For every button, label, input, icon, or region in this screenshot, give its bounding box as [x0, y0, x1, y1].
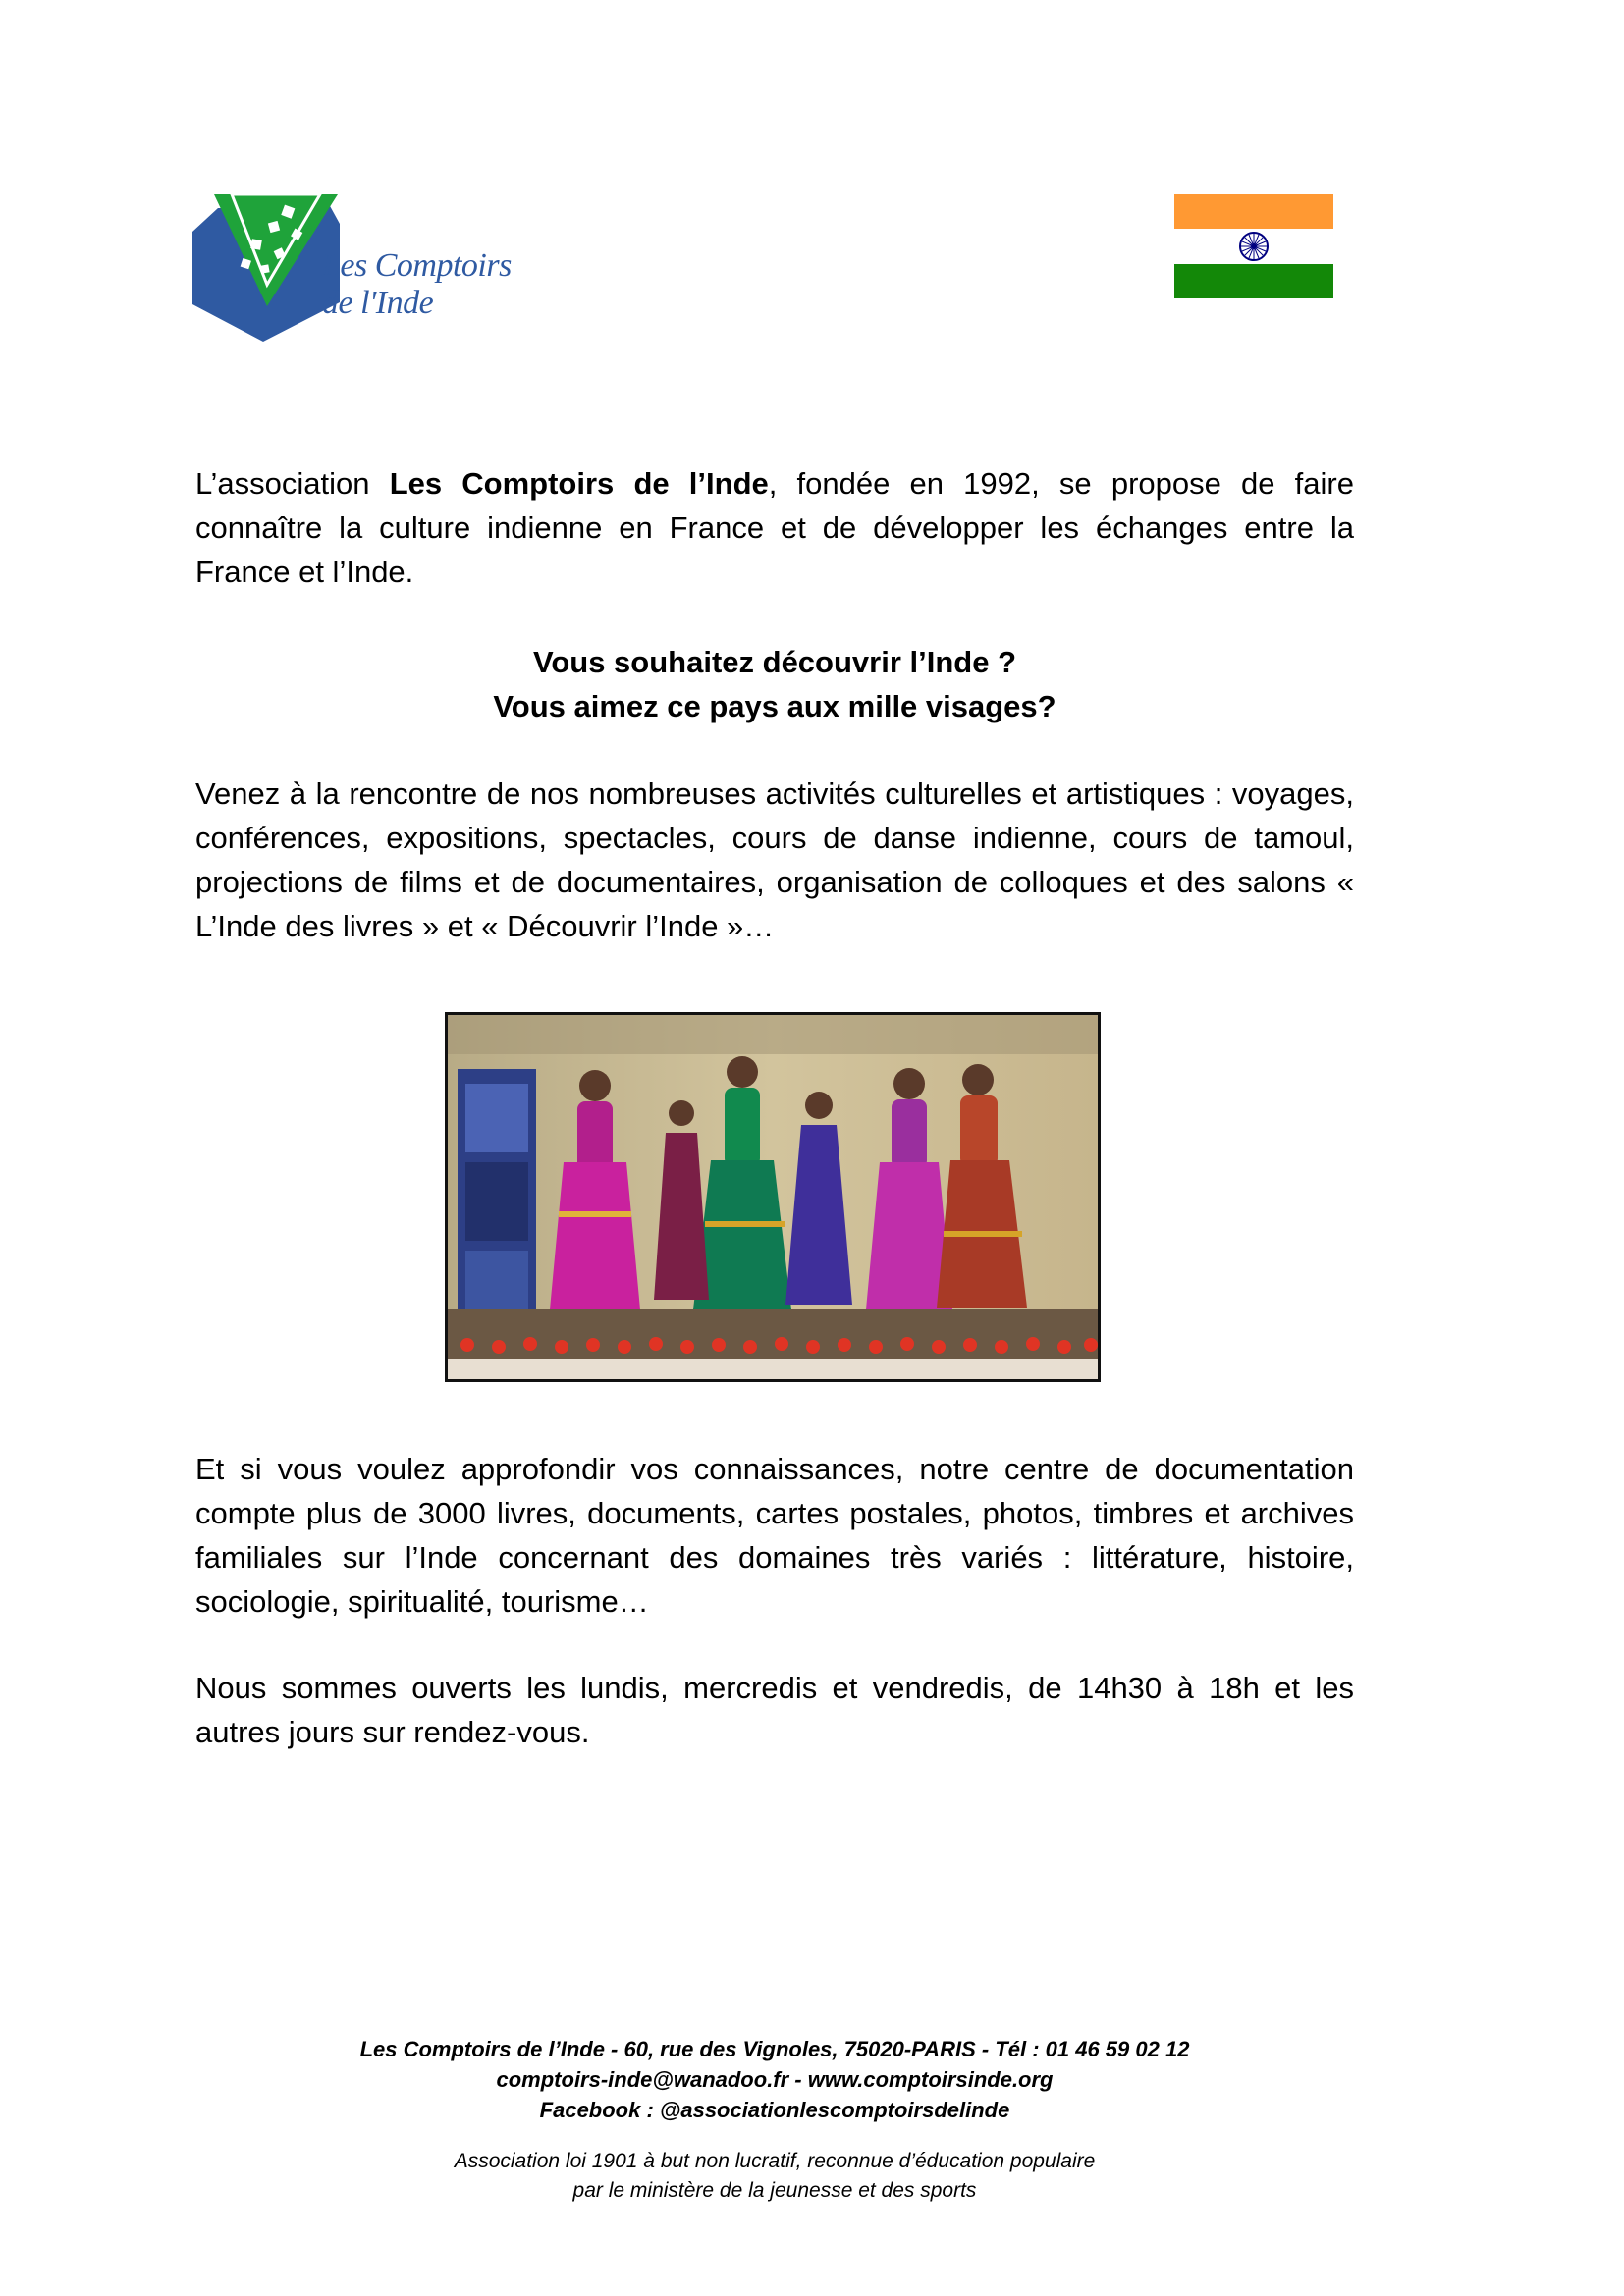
question-line-2: Vous aimez ce pays aux mille visages? — [493, 689, 1056, 723]
india-flag — [1174, 194, 1333, 298]
flag-green-band — [1174, 264, 1333, 298]
dance-photo-frame — [445, 1012, 1101, 1382]
intro-prefix: L’association — [195, 466, 390, 501]
logo-wordmark-line1: Les Comptoirs — [322, 247, 512, 284]
question-line-1: Vous souhaitez découvrir l’Inde ? — [532, 645, 1017, 679]
activities-paragraph: Venez à la rencontre de nos nombreuses activités culturelles et artistiques : voyages, conférences, expositions, spectacles, cours de danse indienne, cours de tamoul, projections de films et de documentaires, organisation de colloques et des salons « L’Inde des livres » et « Découvrir l’Inde »… — [195, 776, 1354, 943]
flag-saffron-band — [1174, 194, 1333, 229]
intro-paragraph — [195, 461, 1354, 594]
footer-address: Les Comptoirs de l’Inde - 60, rue des Vignoles, 75020-PARIS - Tél : 01 46 59 02 12 — [359, 2037, 1190, 2061]
question-heading — [195, 640, 1354, 728]
intro-suffix: , fondée en 1992, se propose de faire connaître la culture indienne en France et de développer les échanges entre la France et l’Inde. — [195, 466, 1354, 589]
footer-legal-line-2: par le ministère de la jeunesse et des sports — [572, 2179, 977, 2202]
dance-photo — [448, 1015, 1098, 1379]
logo-wordmark-line2: de l'Inde — [322, 285, 434, 321]
association-name: Les Comptoirs de l’Inde — [389, 466, 769, 501]
footer-facebook: Facebook : @associationlescomptoirsdelinde — [539, 2098, 1010, 2122]
opening-hours-paragraph: Nous sommes ouverts les lundis, mercredis et vendredis, de 14h30 à 18h et les autres jours sur rendez-vous. — [195, 1671, 1354, 1749]
ashoka-chakra-icon — [1240, 233, 1268, 260]
documentation-paragraph: Et si vous voulez approfondir vos connaissances, notre centre de documentation compte plus de 3000 livres, documents, cartes postales, photos, timbres et archives familiales sur l’Inde concernant des domaines très variés : littérature, histoire, sociologie, spiritualité, tourisme… — [195, 1452, 1354, 1619]
footer-legal-line-1: Association loi 1901 à but non lucratif, reconnue d’éducation populaire — [454, 2150, 1096, 2172]
logo-wordmark — [322, 247, 512, 322]
page-footer — [195, 2034, 1354, 2206]
footer-contact: comptoirs-inde@wanadoo.fr - www.comptoirsinde.org — [496, 2067, 1054, 2092]
